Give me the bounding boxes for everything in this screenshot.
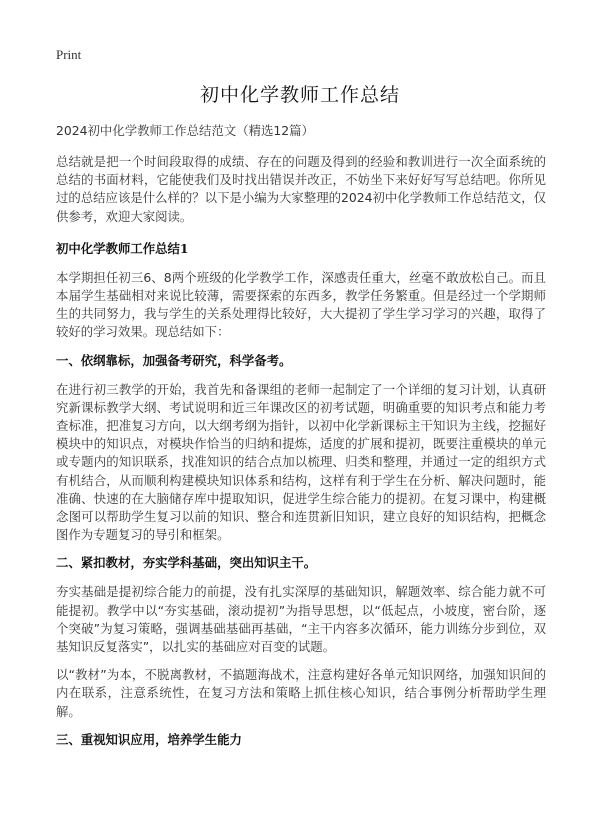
print-link[interactable]: Print [56,47,82,62]
heading-2: 二、紧扣教材，夯实学科基础，突出知识主干。 [56,555,317,571]
heading-3: 三、重视知识应用，培养学生能力 [56,731,242,747]
section-title: 初中化学教师工作总结1 [56,240,189,256]
section-intro-paragraph: 本学期担任初三6、8两个班级的化学教学工作，深感责任重大，丝毫不敢放松自己。而且本届学生基础相对来说比较薄，需要探索的东西多，教学任务繁重。但是经过一个学期师生的共同努力，我与学生的关系处理得比较好，大大提初了学生学习学习的兴趣，取得了较好的学习效果。现总结如下： [56,269,546,340]
heading-1: 一、依纲靠标，加强备考研究，科学备考。 [56,352,292,368]
paragraph-2: 夯实基础是提初综合能力的前提，没有扎实深厚的基础知识，解题效率、综合能力就不可能提初。教学中以“夯实基础，滚动提初”为指导思想，以“低起点，小坡度，密台阶，逐个突破”为复习策略，强调基础基础再基础，“主干内容多次循环，能力训练分步到位，双基知识反复落实”，以扎实的基础应对百变的试题。 [56,584,546,655]
intro-paragraph: 总结就是把一个时间段取得的成绩、存在的问题及得到的经验和教训进行一次全面系统的总结的书面材料，它能使我们及时找出错误并改正，不妨坐下来好好写写总结吧。你所见过的总结应该是什么样的？以下是小编为大家整理的2024初中化学教师工作总结范文，仅供参考，欢迎大家阅读。 [56,154,546,224]
paragraph-1: 在进行初三教学的开始，我首先和备课组的老师一起制定了一个详细的复习计划，认真研究新课标教学大纲、考试说明和近三年课改区的初考试题，明确重要的知识考点和能力考查标准，把准复习方向，以大纲考纲为指针，以初中化学新课标主干知识为主线，挖掘好模块中的知识点，对模块作恰当的归纳和提炼，适度的扩展和提初，既要注重模块的单元或专题内的知识联系，找准知识的结合点加以梳理、归类和整理，并通过一定的组织方式有机结合，从而顺利构建模块知识体系和结构，这样有利于学生在分析、解决问题时，能准确、快速的在大脑储存库中提取知识，促进学生综合能力的提初。在复习课中，构建概念图可以帮助学生复习以前的知识、整合和连贯新旧知识，建立良好的知识结构，把概念图作为专题复习的导引和框架。 [56,381,546,543]
document-title: 初中化学教师工作总结 [199,84,400,106]
document-body [56,121,546,760]
document-subtitle: 2024初中化学教师工作总结范文（精选12篇） [56,123,314,138]
paragraph-3: 以“教材”为本，不脱离教材，不搞题海战术，注意构建好各单元知识网络，加强知识间的内在联系，注意系统性，在复习方法和策略上抓住核心知识，结合事例分析帮助学生理解。 [56,667,546,719]
